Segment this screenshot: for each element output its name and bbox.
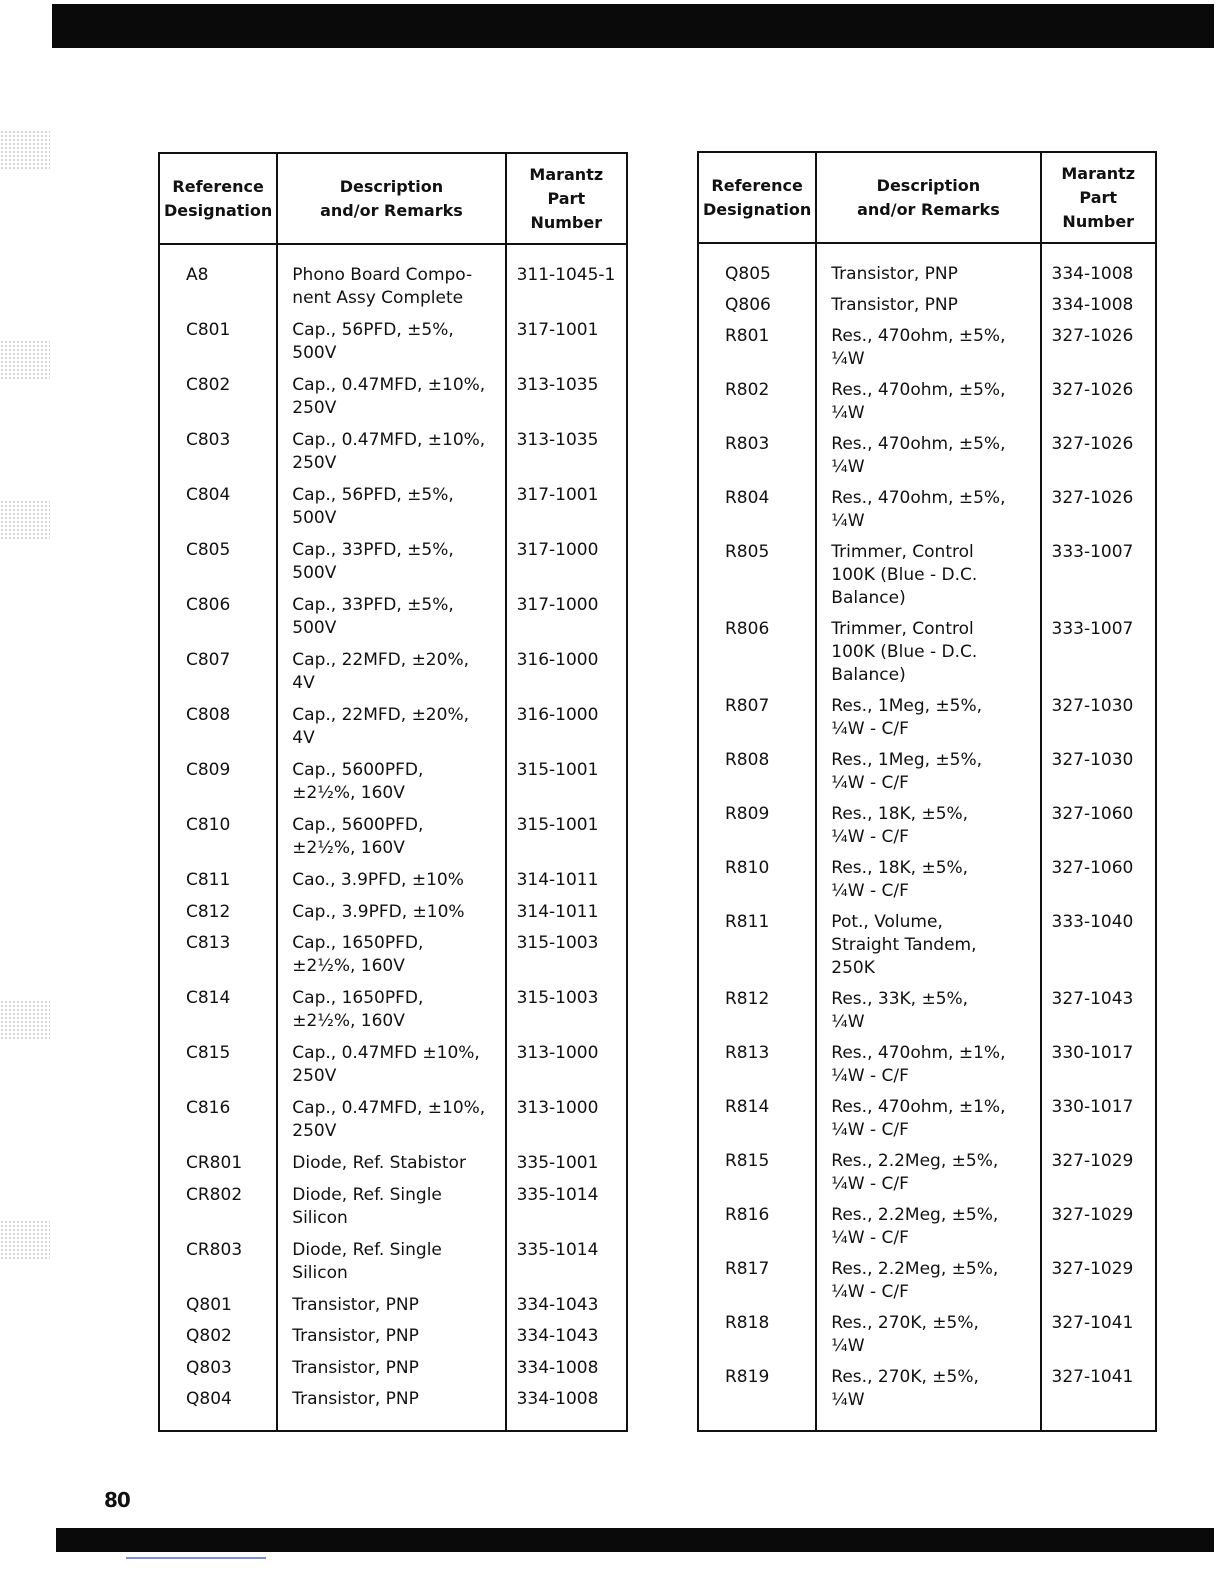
parts-list-table-right (697, 151, 1157, 1432)
part-number: 317-1001 (516, 320, 599, 341)
reference-designation: R814 (698, 1088, 816, 1142)
description-line: ¼W - C/F (831, 881, 909, 901)
reference-designation: CR801 (159, 1144, 277, 1176)
reference-designation: R809 (698, 795, 816, 849)
description-line: Diode, Ref. Stabistor (292, 1153, 466, 1174)
description-line: Cap., 5600PFD, (292, 815, 424, 836)
part-number: 311-1045-1 (516, 265, 616, 285)
part-number: 327-1041 (1051, 1367, 1134, 1387)
table-header-row (159, 153, 627, 244)
part-number: 327-1041 (1051, 1313, 1134, 1333)
description-line: 250K (831, 958, 875, 978)
description-line: Res., 1Meg, ±5%, (831, 696, 983, 716)
filler-cell (159, 1412, 277, 1431)
description (277, 806, 505, 861)
table-row (698, 849, 1156, 903)
table-row (698, 479, 1156, 533)
description-line: 250V (292, 453, 337, 474)
filler-cell (506, 1412, 627, 1431)
description-line: Silicon (292, 1262, 348, 1283)
part-number: 334-1008 (516, 1389, 599, 1410)
description-line: Cap., 0.47MFD, ±10%, (292, 375, 486, 396)
description-line: ¼W - C/F (831, 1282, 909, 1302)
table-row (698, 533, 1156, 610)
part-number: 316-1000 (516, 650, 599, 671)
part-number: 327-1060 (1051, 858, 1134, 878)
description-line: ¼W (831, 1012, 865, 1032)
description (816, 903, 1040, 980)
description-line: 250V (292, 1066, 337, 1087)
table-row (159, 531, 627, 586)
description (277, 1317, 505, 1349)
reference-designation: C804 (159, 476, 277, 531)
description (816, 243, 1040, 286)
description-line: ¼W (831, 349, 865, 369)
header-reference-designation: Reference Designation (698, 152, 816, 243)
description (277, 1349, 505, 1381)
description (816, 1196, 1040, 1250)
scan-speckle (0, 1000, 50, 1040)
table-row (159, 1317, 627, 1349)
reference-designation: R816 (698, 1196, 816, 1250)
description (277, 1176, 505, 1231)
reference-designation: R812 (698, 980, 816, 1034)
description (816, 533, 1040, 610)
description (816, 1358, 1040, 1412)
description-line: ¼W - C/F (831, 827, 909, 847)
reference-designation: R805 (698, 533, 816, 610)
description (816, 1250, 1040, 1304)
reference-designation: R801 (698, 317, 816, 371)
reference-designation: C812 (159, 893, 277, 925)
description-line: Cap., 1650PFD, (292, 988, 424, 1009)
description (277, 244, 505, 311)
description-line: Cao., 3.9PFD, ±10% (292, 870, 464, 891)
description-line: ¼W - C/F (831, 1066, 909, 1086)
part-number: 327-1043 (1051, 989, 1134, 1009)
table-row (159, 806, 627, 861)
table-row (698, 1250, 1156, 1304)
description-line: Res., 470ohm, ±5%, (831, 380, 1006, 400)
table-row (159, 366, 627, 421)
description-line: Pot., Volume, (831, 912, 943, 932)
table-row (698, 243, 1156, 286)
part-number: 333-1040 (1051, 912, 1134, 932)
description-line: 500V (292, 508, 337, 529)
description-line: Balance) (831, 588, 906, 608)
table-row (698, 795, 1156, 849)
table-row (698, 286, 1156, 317)
description (277, 311, 505, 366)
filler-cell (277, 1412, 505, 1431)
part-number: 334-1008 (516, 1357, 599, 1378)
description-line: Cap., 22MFD, ±20%, (292, 705, 469, 726)
table-row (698, 317, 1156, 371)
description-line: Silicon (292, 1207, 348, 1228)
reference-designation: Q804 (159, 1380, 277, 1412)
part-number: 335-1001 (516, 1153, 599, 1174)
table-row (159, 1176, 627, 1231)
table-row (698, 1142, 1156, 1196)
description-line: Diode, Ref. Single (292, 1239, 442, 1260)
header-reference-designation: Reference Designation (159, 153, 277, 244)
description-line: ¼W (831, 1336, 865, 1356)
reference-designation: C811 (159, 861, 277, 893)
part-number: 313-1035 (516, 375, 599, 396)
reference-designation: C809 (159, 751, 277, 806)
description-line: Res., 33K, ±5%, (831, 989, 969, 1009)
description-line: Res., 470ohm, ±5%, (831, 434, 1006, 454)
filler-cell (698, 1412, 816, 1431)
table-row (159, 1380, 627, 1412)
part-number: 317-1001 (516, 485, 599, 506)
table-row (698, 610, 1156, 687)
description-line: Straight Tandem, (831, 935, 977, 955)
table-row (159, 476, 627, 531)
description (277, 366, 505, 421)
description-line: Res., 18K, ±5%, (831, 804, 969, 824)
part-number: 327-1030 (1051, 750, 1134, 770)
description-line: Transistor, PNP (292, 1294, 419, 1315)
description (816, 1304, 1040, 1358)
description-line: Res., 2.2Meg, ±5%, (831, 1205, 999, 1225)
reference-designation: C816 (159, 1089, 277, 1144)
filler-cell (1041, 1412, 1157, 1431)
reference-designation: C810 (159, 806, 277, 861)
description-line: ¼W - C/F (831, 1228, 909, 1248)
description-line: Cap., 3.9PFD, ±10% (292, 901, 465, 922)
part-number: 334-1008 (1051, 295, 1134, 315)
description-line: Transistor, PNP (292, 1326, 419, 1347)
header-description: Description and/or Remarks (816, 152, 1040, 243)
header-description: Description and/or Remarks (277, 153, 505, 244)
description (277, 1286, 505, 1318)
description (277, 751, 505, 806)
description (816, 610, 1040, 687)
description (816, 286, 1040, 317)
description (277, 641, 505, 696)
table-row (698, 425, 1156, 479)
description-line: ±2½%, 160V (292, 783, 405, 804)
part-number: 315-1003 (516, 933, 599, 954)
table-header-row (698, 152, 1156, 243)
part-number: 327-1026 (1051, 488, 1134, 508)
reference-designation: Q805 (698, 243, 816, 286)
part-number: 327-1029 (1051, 1151, 1134, 1171)
part-number: 333-1007 (1051, 619, 1134, 639)
description-line: ¼W (831, 511, 865, 531)
table-row (698, 741, 1156, 795)
description (816, 849, 1040, 903)
part-number: 316-1000 (516, 705, 599, 726)
table-row (698, 1196, 1156, 1250)
description-line: Balance) (831, 665, 906, 685)
description-line: 500V (292, 618, 337, 639)
description-line: Transistor, PNP (831, 295, 958, 315)
table-row (159, 1349, 627, 1381)
table-row (159, 1089, 627, 1144)
reference-designation: R806 (698, 610, 816, 687)
table-row (698, 980, 1156, 1034)
description-line: Cap., 0.47MFD ±10%, (292, 1043, 480, 1064)
part-number: 315-1003 (516, 988, 599, 1009)
description-line: ±2½%, 160V (292, 1011, 405, 1032)
table-row (698, 1358, 1156, 1412)
description-line: ¼W (831, 457, 865, 477)
description-line: 4V (292, 673, 315, 694)
description-line: Transistor, PNP (831, 264, 958, 284)
part-number: 313-1000 (516, 1043, 599, 1064)
part-number: 314-1011 (516, 870, 599, 891)
table-row (159, 311, 627, 366)
description-line: Transistor, PNP (292, 1357, 419, 1378)
reference-designation: R810 (698, 849, 816, 903)
part-number: 317-1000 (516, 540, 599, 561)
scan-speckle (0, 1220, 50, 1260)
description (816, 741, 1040, 795)
description (277, 893, 505, 925)
description (816, 371, 1040, 425)
parts-list-table-left (158, 152, 628, 1432)
description (816, 795, 1040, 849)
table-row (159, 641, 627, 696)
table-row (159, 861, 627, 893)
description-line: ¼W (831, 1390, 865, 1410)
table-row (159, 586, 627, 641)
reference-designation: R807 (698, 687, 816, 741)
description (277, 924, 505, 979)
description-line: Cap., 56PFD, ±5%, (292, 320, 454, 341)
reference-designation: R818 (698, 1304, 816, 1358)
page-number: 80 (104, 1488, 130, 1512)
description-line: 4V (292, 728, 315, 749)
description-line: ±2½%, 160V (292, 838, 405, 859)
description (277, 1231, 505, 1286)
header-part-number: Marantz Part Number (1041, 152, 1157, 243)
reference-designation: C814 (159, 979, 277, 1034)
description-line: 100K (Blue - D.C. (831, 565, 978, 585)
table-row (159, 1231, 627, 1286)
table-row (698, 903, 1156, 980)
reference-designation: C801 (159, 311, 277, 366)
description-line: Cap., 33PFD, ±5%, (292, 595, 454, 616)
table-row (159, 421, 627, 476)
reference-designation: R803 (698, 425, 816, 479)
description (816, 479, 1040, 533)
description (277, 1034, 505, 1089)
table-row (159, 1286, 627, 1318)
part-number: 315-1001 (516, 815, 599, 836)
reference-designation: C802 (159, 366, 277, 421)
reference-designation: Q806 (698, 286, 816, 317)
table-row (159, 979, 627, 1034)
description-line: nent Assy Complete (292, 288, 464, 308)
description-line: Res., 2.2Meg, ±5%, (831, 1259, 999, 1279)
part-number: 315-1001 (516, 760, 599, 781)
table-row (159, 893, 627, 925)
reference-designation: R811 (698, 903, 816, 980)
table-row (159, 696, 627, 751)
table-filler-row (159, 1412, 627, 1431)
part-number: 327-1030 (1051, 696, 1134, 716)
reference-designation: R804 (698, 479, 816, 533)
part-number: 334-1008 (1051, 264, 1134, 284)
table-row (159, 924, 627, 979)
description-line: Transistor, PNP (292, 1389, 419, 1410)
reference-designation: A8 (159, 244, 277, 311)
reference-designation: Q803 (159, 1349, 277, 1381)
description (277, 476, 505, 531)
part-number: 313-1035 (516, 430, 599, 451)
description-line: Trimmer, Control (831, 542, 974, 562)
part-number: 335-1014 (516, 1239, 599, 1260)
table-row (159, 1144, 627, 1176)
part-number: 327-1026 (1051, 380, 1134, 400)
reference-designation: C805 (159, 531, 277, 586)
description-line: ±2½%, 160V (292, 956, 405, 977)
scan-speckle (0, 340, 50, 380)
description (277, 421, 505, 476)
description-line: Res., 470ohm, ±1%, (831, 1097, 1006, 1117)
description-line: 500V (292, 563, 337, 584)
scan-speckle (0, 500, 50, 540)
reference-designation: C808 (159, 696, 277, 751)
table-row (159, 751, 627, 806)
description-line: Cap., 33PFD, ±5%, (292, 540, 454, 561)
table-row (159, 244, 627, 311)
reference-designation: R802 (698, 371, 816, 425)
description-line: Trimmer, Control (831, 619, 974, 639)
reference-designation: C807 (159, 641, 277, 696)
part-number: 330-1017 (1051, 1043, 1134, 1063)
description-line: Cap., 5600PFD, (292, 760, 424, 781)
description-line: ¼W (831, 403, 865, 423)
header-part-number: Marantz Part Number (506, 153, 627, 244)
description (277, 531, 505, 586)
description-line: Phono Board Compo- (292, 265, 473, 285)
description-line: Res., 470ohm, ±1%, (831, 1043, 1006, 1063)
description (277, 1380, 505, 1412)
reference-designation: R817 (698, 1250, 816, 1304)
reference-designation: C815 (159, 1034, 277, 1089)
part-number: 314-1011 (516, 901, 599, 922)
description-line: Res., 270K, ±5%, (831, 1313, 979, 1333)
reference-designation: C813 (159, 924, 277, 979)
part-number: 327-1060 (1051, 804, 1134, 824)
description (816, 1034, 1040, 1088)
part-number: 330-1017 (1051, 1097, 1134, 1117)
bottom-rule (126, 1557, 266, 1559)
table-row (698, 1034, 1156, 1088)
description-line: 100K (Blue - D.C. (831, 642, 978, 662)
reference-designation: CR802 (159, 1176, 277, 1231)
description-line: 250V (292, 1121, 337, 1142)
part-number: 327-1029 (1051, 1259, 1134, 1279)
part-number: 313-1000 (516, 1098, 599, 1119)
part-number: 333-1007 (1051, 542, 1134, 562)
reference-designation: Q801 (159, 1286, 277, 1318)
description-line: ¼W - C/F (831, 773, 909, 793)
table-row (698, 1088, 1156, 1142)
part-number: 317-1000 (516, 595, 599, 616)
description (816, 317, 1040, 371)
reference-designation: R813 (698, 1034, 816, 1088)
description-line: Cap., 56PFD, ±5%, (292, 485, 454, 506)
description-line: Res., 2.2Meg, ±5%, (831, 1151, 999, 1171)
description-line: Res., 470ohm, ±5%, (831, 488, 1006, 508)
table-row (698, 371, 1156, 425)
description-line: Res., 470ohm, ±5%, (831, 326, 1006, 346)
part-number: 327-1026 (1051, 326, 1134, 346)
description-line: Res., 270K, ±5%, (831, 1367, 979, 1387)
table-row (698, 687, 1156, 741)
description (816, 425, 1040, 479)
description-line: Cap., 0.47MFD, ±10%, (292, 430, 486, 451)
reference-designation: Q802 (159, 1317, 277, 1349)
description-line: Cap., 1650PFD, (292, 933, 424, 954)
reference-designation: C803 (159, 421, 277, 476)
description (816, 1142, 1040, 1196)
table-row (698, 1304, 1156, 1358)
description (277, 979, 505, 1034)
scan-speckle (0, 130, 50, 170)
description-line: Res., 1Meg, ±5%, (831, 750, 983, 770)
description (277, 1144, 505, 1176)
description (277, 861, 505, 893)
description (277, 586, 505, 641)
description-line: ¼W - C/F (831, 1120, 909, 1140)
part-number: 334-1043 (516, 1294, 599, 1315)
table-filler-row (698, 1412, 1156, 1431)
part-number: 327-1026 (1051, 434, 1134, 454)
description-line: Cap., 22MFD, ±20%, (292, 650, 469, 671)
reference-designation: C806 (159, 586, 277, 641)
description-line: ¼W - C/F (831, 1174, 909, 1194)
description (816, 687, 1040, 741)
bottom-black-bar (56, 1528, 1214, 1552)
part-number: 327-1029 (1051, 1205, 1134, 1225)
description (816, 1088, 1040, 1142)
table-row (159, 1034, 627, 1089)
reference-designation: R808 (698, 741, 816, 795)
description-line: 500V (292, 343, 337, 364)
filler-cell (816, 1412, 1040, 1431)
description-line: Cap., 0.47MFD, ±10%, (292, 1098, 486, 1119)
part-number: 334-1043 (516, 1326, 599, 1347)
description-line: Diode, Ref. Single (292, 1184, 442, 1205)
description (277, 1089, 505, 1144)
reference-designation: R815 (698, 1142, 816, 1196)
part-number: 335-1014 (516, 1184, 599, 1205)
top-black-bar (52, 4, 1214, 48)
description-line: 250V (292, 398, 337, 419)
description-line: ¼W - C/F (831, 719, 909, 739)
description-line: Res., 18K, ±5%, (831, 858, 969, 878)
reference-designation: CR803 (159, 1231, 277, 1286)
description (277, 696, 505, 751)
reference-designation: R819 (698, 1358, 816, 1412)
description (816, 980, 1040, 1034)
